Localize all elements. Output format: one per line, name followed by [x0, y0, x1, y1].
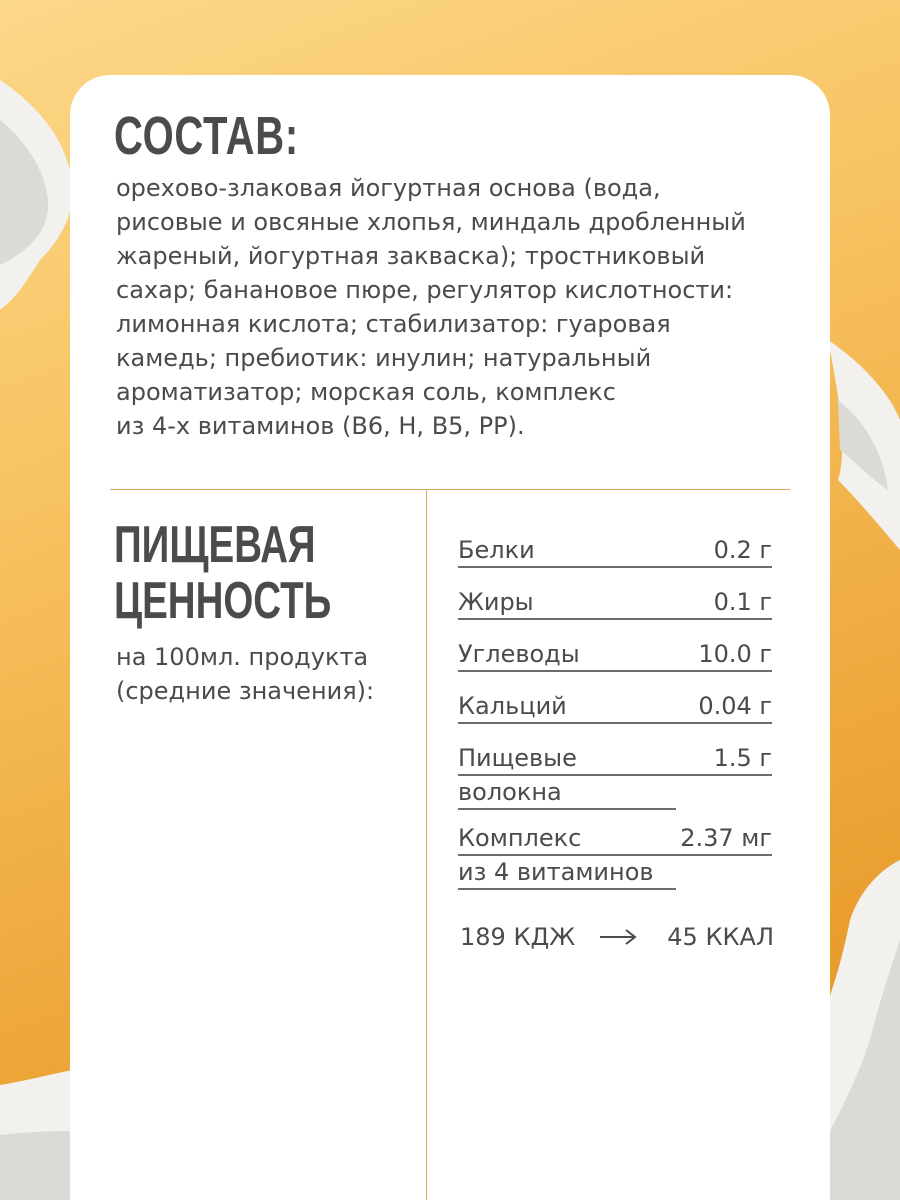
composition-line: лимонная кислота; стабилизатор: гуаровая [116, 310, 671, 338]
row-underline [458, 808, 676, 810]
row-underline [458, 566, 772, 568]
horizontal-divider [110, 489, 790, 490]
composition-title: СОСТАВ: [114, 106, 299, 166]
row-underline [458, 888, 676, 890]
composition-line: орехово-злаковая йогуртная основа (вода, [116, 174, 661, 202]
row-underline [458, 854, 772, 856]
nutrition-subtitle-line: (средние значения): [116, 677, 375, 705]
row-underline [458, 670, 772, 672]
nutrient-value: 0.2 г [713, 536, 772, 564]
nutrient-name-line: из 4 витаминов [458, 858, 654, 886]
nutrient-row-protein [458, 533, 772, 585]
nutrient-row-calcium [458, 689, 772, 741]
composition-line: рисовые и овсяные хлопья, миндаль дробленный [116, 208, 746, 236]
nutrient-row-vitamins [458, 821, 772, 901]
nutrition-table [458, 533, 774, 901]
vertical-divider [426, 489, 427, 1200]
row-underline [458, 722, 772, 724]
composition-text [116, 171, 826, 443]
milk-splash-right-mid [828, 330, 900, 570]
nutrition-title-line: ЦЕННОСТЬ [114, 572, 332, 630]
energy-kcal: 45 ККАЛ [667, 923, 774, 951]
nutrition-subtitle-line: на 100мл. продукта [116, 643, 369, 671]
row-underline [458, 618, 772, 620]
nutrient-value: 1.5 г [713, 744, 772, 772]
nutrient-value: 2.37 мг [680, 824, 772, 852]
nutrient-row-carbs [458, 637, 772, 689]
nutrient-name: Жиры [458, 588, 534, 616]
nutrient-name-line: волокна [458, 778, 562, 806]
composition-line: камедь; пребиотик: инулин; натуральный [116, 344, 652, 372]
nutrition-subtitle [116, 640, 374, 708]
composition-line: из 4-х витаминов (В6, Н, В5, РР). [116, 412, 525, 440]
nutrient-name: Белки [458, 536, 535, 564]
composition-line: жареный, йогуртная закваска); тростниковый [116, 242, 706, 270]
long-right-arrow-icon [598, 925, 638, 949]
nutrient-row-fat [458, 585, 772, 637]
nutrient-name: Углеводы [458, 640, 580, 668]
nutrition-title-line: ПИЩЕВАЯ [114, 516, 316, 574]
nutrient-value: 10.0 г [698, 640, 772, 668]
row-underline [458, 774, 772, 776]
nutrient-value: 0.04 г [698, 692, 772, 720]
info-card [70, 75, 830, 1200]
nutrient-row-fiber [458, 741, 772, 821]
composition-line: сахар; банановое пюре, регулятор кислотности: [116, 276, 734, 304]
nutrient-name: Кальций [458, 692, 567, 720]
composition-line: ароматизатор; морская соль, комплекс [116, 378, 616, 406]
nutrient-name-line: Пищевые [458, 744, 577, 772]
nutrient-value: 0.1 г [713, 588, 772, 616]
nutrition-title [114, 517, 331, 629]
energy-kj: 189 КДЖ [460, 923, 576, 951]
nutrient-name-line: Комплекс [458, 824, 582, 852]
